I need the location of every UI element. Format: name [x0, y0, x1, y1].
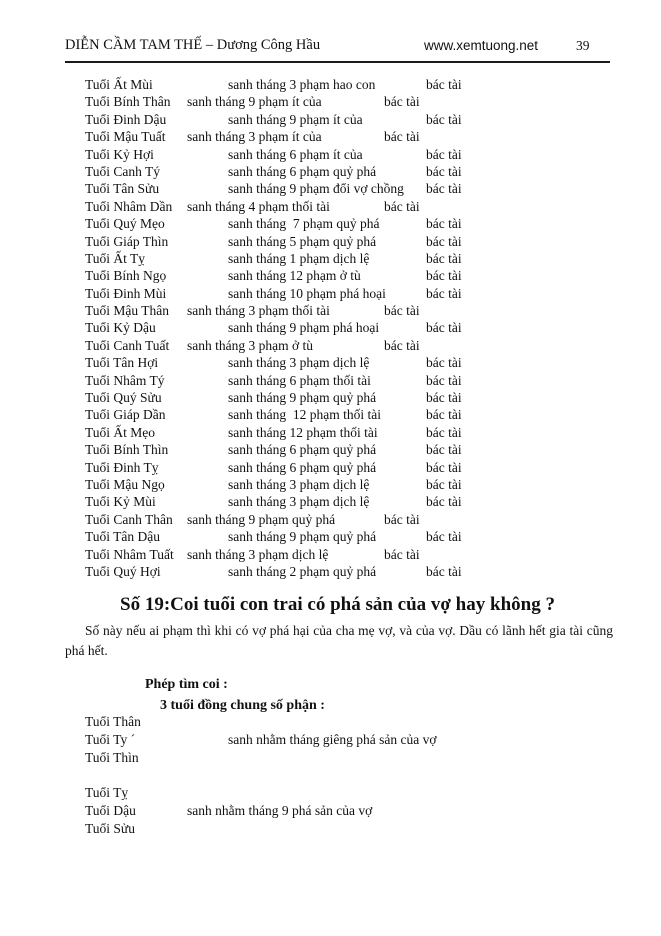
age-label: Tuổi Tân Hợi	[85, 355, 159, 371]
group-age-label: Tuổi Tỵ	[85, 785, 129, 800]
note-label: bác tài	[426, 372, 462, 388]
birth-detail: sanh tháng 5 phạm quỷ phá	[228, 233, 377, 249]
website-url: www.xemtuong.net	[424, 38, 539, 53]
age-label: Tuổi Canh Thân	[85, 511, 173, 527]
group-row	[0, 731, 661, 749]
table-row	[0, 476, 661, 493]
note-label: bác tài	[426, 476, 462, 492]
group-detail: sanh nhằm tháng giêng phá sản của vợ	[228, 732, 437, 747]
note-label: bác tài	[384, 94, 420, 110]
table-row	[0, 406, 661, 423]
note-label: bác tài	[426, 494, 462, 510]
table-row	[0, 146, 661, 163]
birth-detail: sanh tháng 6 phạm thối tài	[228, 372, 371, 388]
birth-detail: sanh tháng 12 phạm thối tài	[228, 424, 378, 440]
method-label: Phép tìm coi :	[145, 677, 228, 692]
age-label: Tuổi Giáp Thìn	[85, 233, 169, 249]
age-label: Tuổi Nhâm Tý	[85, 372, 165, 388]
birth-detail: sanh tháng 9 phạm đổi vợ chồng	[228, 181, 404, 197]
birth-detail: sanh tháng 7 phạm quỷ phá	[228, 216, 380, 232]
birth-detail: sanh tháng 6 phạm quỷ phá	[228, 442, 377, 458]
note-label: bác tài	[426, 233, 462, 249]
birth-detail: sanh tháng 6 phạm quỷ phá	[228, 459, 377, 475]
birth-detail: sanh tháng 9 phạm quỷ phá	[187, 511, 336, 527]
group-row	[0, 802, 661, 820]
age-label: Tuổi Canh Tuất	[85, 337, 170, 353]
note-label: bác tài	[384, 129, 420, 145]
note-label: bác tài	[426, 250, 462, 266]
birth-detail: sanh tháng 9 phạm ít của	[187, 94, 322, 110]
age-label: Tuổi Kỷ Mùi	[85, 494, 156, 510]
note-label: bác tài	[426, 424, 462, 440]
note-label: bác tài	[426, 442, 462, 458]
birth-detail: sanh tháng 9 phạm quỷ phá	[228, 529, 377, 545]
table-row	[0, 198, 661, 215]
birth-detail: sanh tháng 3 phạm dịch lệ	[228, 476, 370, 492]
table-row	[0, 180, 661, 197]
table-row	[0, 372, 661, 389]
group-age-label: Tuổi Thìn	[85, 750, 139, 765]
note-label: bác tài	[384, 303, 420, 319]
table-row	[0, 319, 661, 336]
page-number: 39	[576, 38, 590, 53]
birth-detail: sanh tháng 9 phạm phá hoại	[228, 320, 380, 336]
table-row	[0, 424, 661, 441]
table-row	[0, 128, 661, 145]
group-label: 3 tuổi đồng chung số phận :	[160, 698, 325, 713]
note-label: bác tài	[426, 459, 462, 475]
table-row	[0, 389, 661, 406]
age-label: Tuổi Đinh Tỵ	[85, 459, 159, 475]
birth-detail: sanh tháng 10 phạm phá hoại	[228, 285, 386, 301]
table-row	[0, 493, 661, 510]
birth-detail: sanh tháng 3 phạm ở tù	[187, 337, 313, 353]
table-row	[0, 76, 661, 93]
age-label: Tuổi Quý Sửu	[85, 390, 162, 406]
table-row	[0, 233, 661, 250]
table-row	[0, 163, 661, 180]
age-label: Tuổi Mậu Tuất	[85, 129, 166, 145]
age-label: Tuổi Ất Tỵ	[85, 250, 146, 266]
birth-detail: sanh tháng 6 phạm ít của	[228, 146, 363, 162]
group-row	[0, 713, 661, 731]
table-row	[0, 250, 661, 267]
table-row	[0, 267, 661, 284]
birth-detail: sanh tháng 3 phạm thối tài	[187, 303, 330, 319]
age-label: Tuổi Tân Sửu	[85, 181, 160, 197]
age-label: Tuổi Nhâm Dần	[85, 198, 173, 214]
note-label: bác tài	[426, 563, 462, 579]
table-row	[0, 528, 661, 545]
age-label: Tuổi Giáp Dần	[85, 407, 166, 423]
table-row	[0, 302, 661, 319]
age-label: Tuổi Quý Mẹo	[85, 216, 165, 232]
birth-detail: sanh tháng 12 phạm ở tù	[228, 268, 361, 284]
age-label: Tuổi Kỷ Hợi	[85, 146, 154, 162]
group-row	[0, 820, 661, 838]
table-row	[0, 546, 661, 563]
age-table	[0, 76, 661, 580]
table-row	[0, 337, 661, 354]
group-age-label: Tuổi Sửu	[85, 821, 135, 836]
note-label: bác tài	[426, 146, 462, 162]
age-label: Tuổi Bính Thân	[85, 94, 171, 110]
age-label: Tuổi Tân Dậu	[85, 529, 161, 545]
age-label: Tuổi Nhâm Tuất	[85, 546, 174, 562]
note-label: bác tài	[426, 529, 462, 545]
note-label: bác tài	[426, 216, 462, 232]
note-label: bác tài	[384, 198, 420, 214]
table-row	[0, 441, 661, 458]
note-label: bác tài	[384, 511, 420, 527]
birth-detail: sanh tháng 6 phạm quỷ phá	[228, 163, 377, 179]
birth-detail: sanh tháng 4 phạm thối tài	[187, 198, 330, 214]
section-heading: Số 19:Coi tuổi con trai có phá sản của vợ hay không ?	[120, 594, 555, 615]
note-label: bác tài	[426, 77, 462, 92]
table-row	[0, 459, 661, 476]
note-label: bác tài	[426, 407, 462, 423]
table-row	[0, 93, 661, 110]
group-row	[0, 749, 661, 767]
table-row	[0, 563, 661, 580]
group-row	[0, 784, 661, 802]
table-row	[0, 215, 661, 232]
table-row	[0, 285, 661, 302]
birth-detail: sanh tháng 3 phạm hao con	[228, 77, 376, 92]
note-label: bác tài	[426, 181, 462, 197]
group-age-label: Tuổi Thân	[85, 714, 141, 729]
group-detail: sanh nhằm tháng 9 phá sản của vợ	[187, 803, 373, 818]
age-label: Tuổi Ất Mùi	[85, 77, 153, 92]
note-label: bác tài	[426, 320, 462, 336]
table-row	[0, 111, 661, 128]
fate-groups	[0, 713, 661, 855]
birth-detail: sanh tháng 9 phạm quỷ phá	[228, 390, 377, 406]
group-block	[0, 713, 661, 767]
group-block	[0, 784, 661, 838]
note-label: bác tài	[426, 285, 462, 301]
note-label: bác tài	[384, 337, 420, 353]
age-label: Tuổi Ất Mẹo	[85, 424, 156, 440]
age-label: Tuổi Mậu Ngọ	[85, 476, 165, 492]
group-age-label: Tuổi Ty ´	[85, 732, 136, 747]
note-label: bác tài	[384, 546, 420, 562]
note-label: bác tài	[426, 163, 462, 179]
birth-detail: sanh tháng 3 phạm dịch lệ	[228, 494, 370, 510]
birth-detail: sanh tháng 12 phạm thối tài	[228, 407, 381, 423]
note-label: bác tài	[426, 355, 462, 371]
table-row	[0, 511, 661, 528]
age-label: Tuổi Đinh Dậu	[85, 111, 167, 127]
birth-detail: sanh tháng 9 phạm ít của	[228, 111, 363, 127]
group-age-label: Tuổi Dậu	[85, 803, 136, 818]
table-row	[0, 354, 661, 371]
age-label: Tuổi Bính Thìn	[85, 442, 169, 458]
age-label: Tuổi Bính Ngọ	[85, 268, 167, 284]
birth-detail: sanh tháng 3 phạm dịch lệ	[228, 355, 370, 371]
birth-detail: sanh tháng 3 phạm dịch lệ	[187, 546, 329, 562]
birth-detail: sanh tháng 3 phạm ít của	[187, 129, 322, 145]
note-label: bác tài	[426, 268, 462, 284]
book-title: DIỄN CẦM TAM THẾ – Dương Công Hầu	[65, 37, 321, 53]
age-label: Tuổi Mậu Thân	[85, 303, 170, 319]
header-rule	[65, 61, 610, 63]
note-label: bác tài	[426, 390, 462, 406]
intro-paragraph: Số này nếu ai phạm thì khi có vợ phá hại của cha mẹ vợ, và của vợ. Dầu có lãnh hết gia tài cũng phá hết.	[65, 623, 613, 658]
birth-detail: sanh tháng 1 phạm dịch lệ	[228, 250, 370, 266]
age-label: Tuổi Canh Tý	[85, 163, 161, 179]
birth-detail: sanh tháng 2 phạm quỷ phá	[228, 563, 377, 579]
age-label: Tuổi Kỷ Dậu	[85, 320, 156, 336]
age-label: Tuổi Quý Hợi	[85, 563, 161, 579]
note-label: bác tài	[426, 111, 462, 127]
age-label: Tuổi Đinh Mùi	[85, 285, 167, 301]
